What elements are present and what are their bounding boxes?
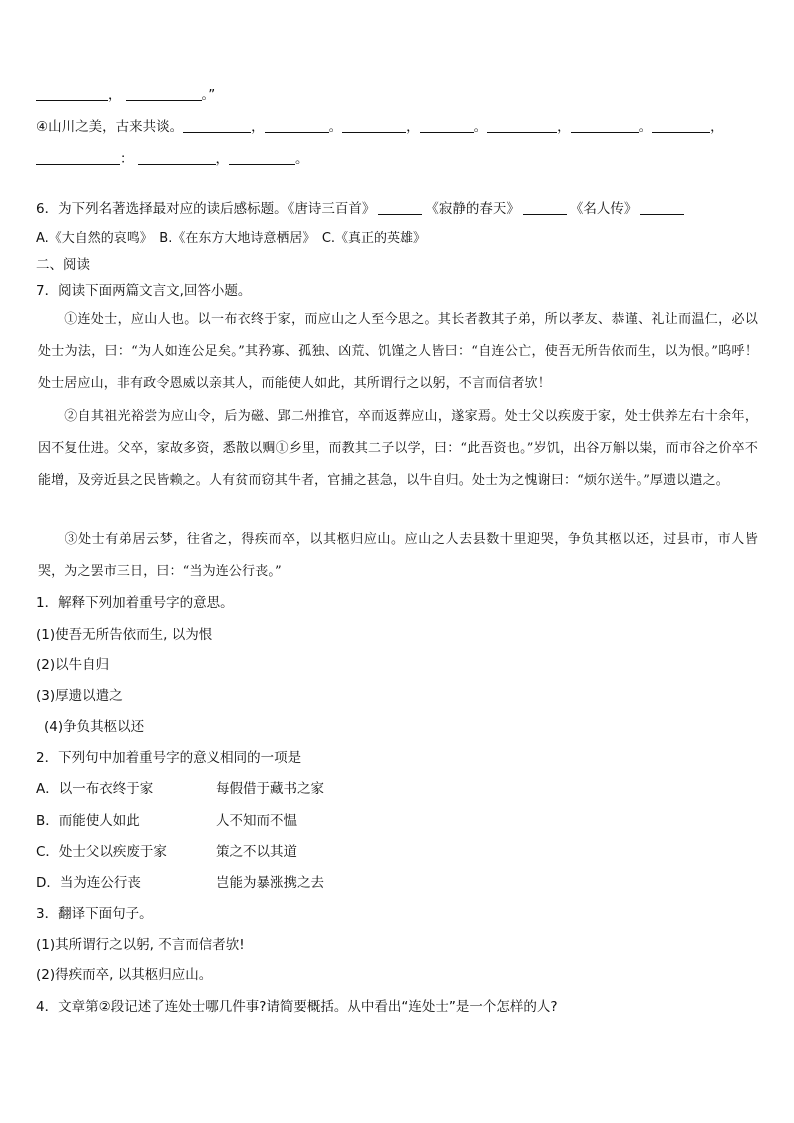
subquestion-3-item: (1)其所谓行之以躬, 不言而信者欤! — [36, 937, 245, 953]
answer-blank[interactable] — [183, 118, 251, 133]
answer-blank[interactable] — [126, 86, 202, 101]
answer-blank[interactable] — [36, 86, 108, 101]
answer-blank[interactable] — [652, 118, 710, 133]
question-7-intro: 7．阅读下面两篇文言文,回答小题。 — [36, 283, 252, 299]
subquestion-4-title: 4．文章第②段记述了连处士哪几件事?请简要概括。从中看出“连处士”是一个怎样的人? — [36, 999, 558, 1015]
subquestion-1-title: 1．解释下列加着重号字的意思。 — [36, 595, 234, 611]
option-a: A．以一布衣终于家 每假借于藏书之家 — [36, 781, 324, 797]
answer-blank[interactable] — [640, 200, 684, 215]
passage-paragraph-1: ①连处士，应山人也。以一布衣终于家，而应山之人至今思之。其长者教其子弟，所以孝友、恭谨、礼让而温仁，必以处士为法，曰：“为人如连公足矣。”其矜寡、孤独、凶荒、饥馑之人皆曰：“自连公亡，使吾无所告依而生，以为恨。”呜呼！处士居应山，非有政令恩威以亲其人，而能使人如此，其所谓行之以躬，不言而信者欤！ — [38, 312, 758, 391]
fill-line-3: ： ， 。 — [36, 150, 309, 168]
subquestion-1-item: (4)争负其柩以还 — [44, 719, 145, 735]
answer-blank[interactable] — [342, 118, 406, 133]
fill-line-2: ④山川之美，古来共谈。 ， 。 ， 。 ， 。 ， — [36, 119, 724, 135]
answer-blank[interactable] — [487, 118, 557, 133]
fill-line-1: ， 。” — [36, 86, 215, 104]
subquestion-3-title: 3．翻译下面句子。 — [36, 906, 153, 922]
answer-blank[interactable] — [420, 118, 474, 133]
subquestion-3-item: (2)得疾而卒, 以其柩归应山。 — [36, 967, 213, 983]
answer-blank[interactable] — [523, 200, 567, 215]
answer-blank[interactable] — [265, 118, 329, 133]
option-c: C．处士父以疾废于家 策之不以其道 — [36, 844, 297, 860]
passage-paragraph-2: ②自其祖光裕尝为应山令，后为磁、郢二州推官，卒而返葬应山，遂家焉。处士父以疾废于家，处士供养左右十余年，因不复仕进。父卒，家故多资，悉散以赒①乡里，而教其二子以学，曰：“此吾资也。”岁饥，出谷万斛以粜，而市谷之价卒不能增，及旁近县之民皆赖之。人有贫而窃其牛者，官捕之甚急，以牛自归。处士为之愧谢曰：“烦尔送牛。”厚遗以遣之。 — [38, 409, 758, 488]
answer-blank[interactable] — [36, 150, 120, 165]
item4-prefix: ④山川之美，古来共谈。 — [36, 119, 184, 135]
subquestion-1-item: (2)以牛自归 — [36, 657, 110, 673]
question-6-options: A.《大自然的哀鸣》 B.《在东方大地诗意栖居》 C.《真正的英雄》 — [36, 231, 427, 246]
option-b: B．而能使人如此 人不知而不愠 — [36, 813, 297, 829]
answer-blank[interactable] — [138, 150, 216, 165]
answer-blank[interactable] — [378, 200, 422, 215]
subquestion-1-item: (1)使吾无所告依而生, 以为恨 — [36, 627, 213, 643]
option-d: D．当为连公行丧 岂能为暴涨携之去 — [36, 875, 324, 891]
section-heading: 二、阅读 — [36, 257, 90, 273]
question-6: 6．为下列名著选择最对应的读后感标题。《唐诗三百首》 《寂静的春天》 《名人传》 — [36, 200, 684, 218]
subquestion-1-item: (3)厚遗以遣之 — [36, 688, 123, 704]
passage-paragraph-3: ③处士有弟居云梦，往省之，得疾而卒，以其柩归应山。应山之人去县数十里迎哭，争负其柩以还，过县市，市人皆哭，为之罢市三日，曰：“当为连公行丧。” — [38, 532, 758, 579]
answer-blank[interactable] — [571, 118, 639, 133]
subquestion-2-title: 2．下列句中加着重号字的意义相同的一项是 — [36, 750, 302, 766]
answer-blank[interactable] — [229, 150, 295, 165]
